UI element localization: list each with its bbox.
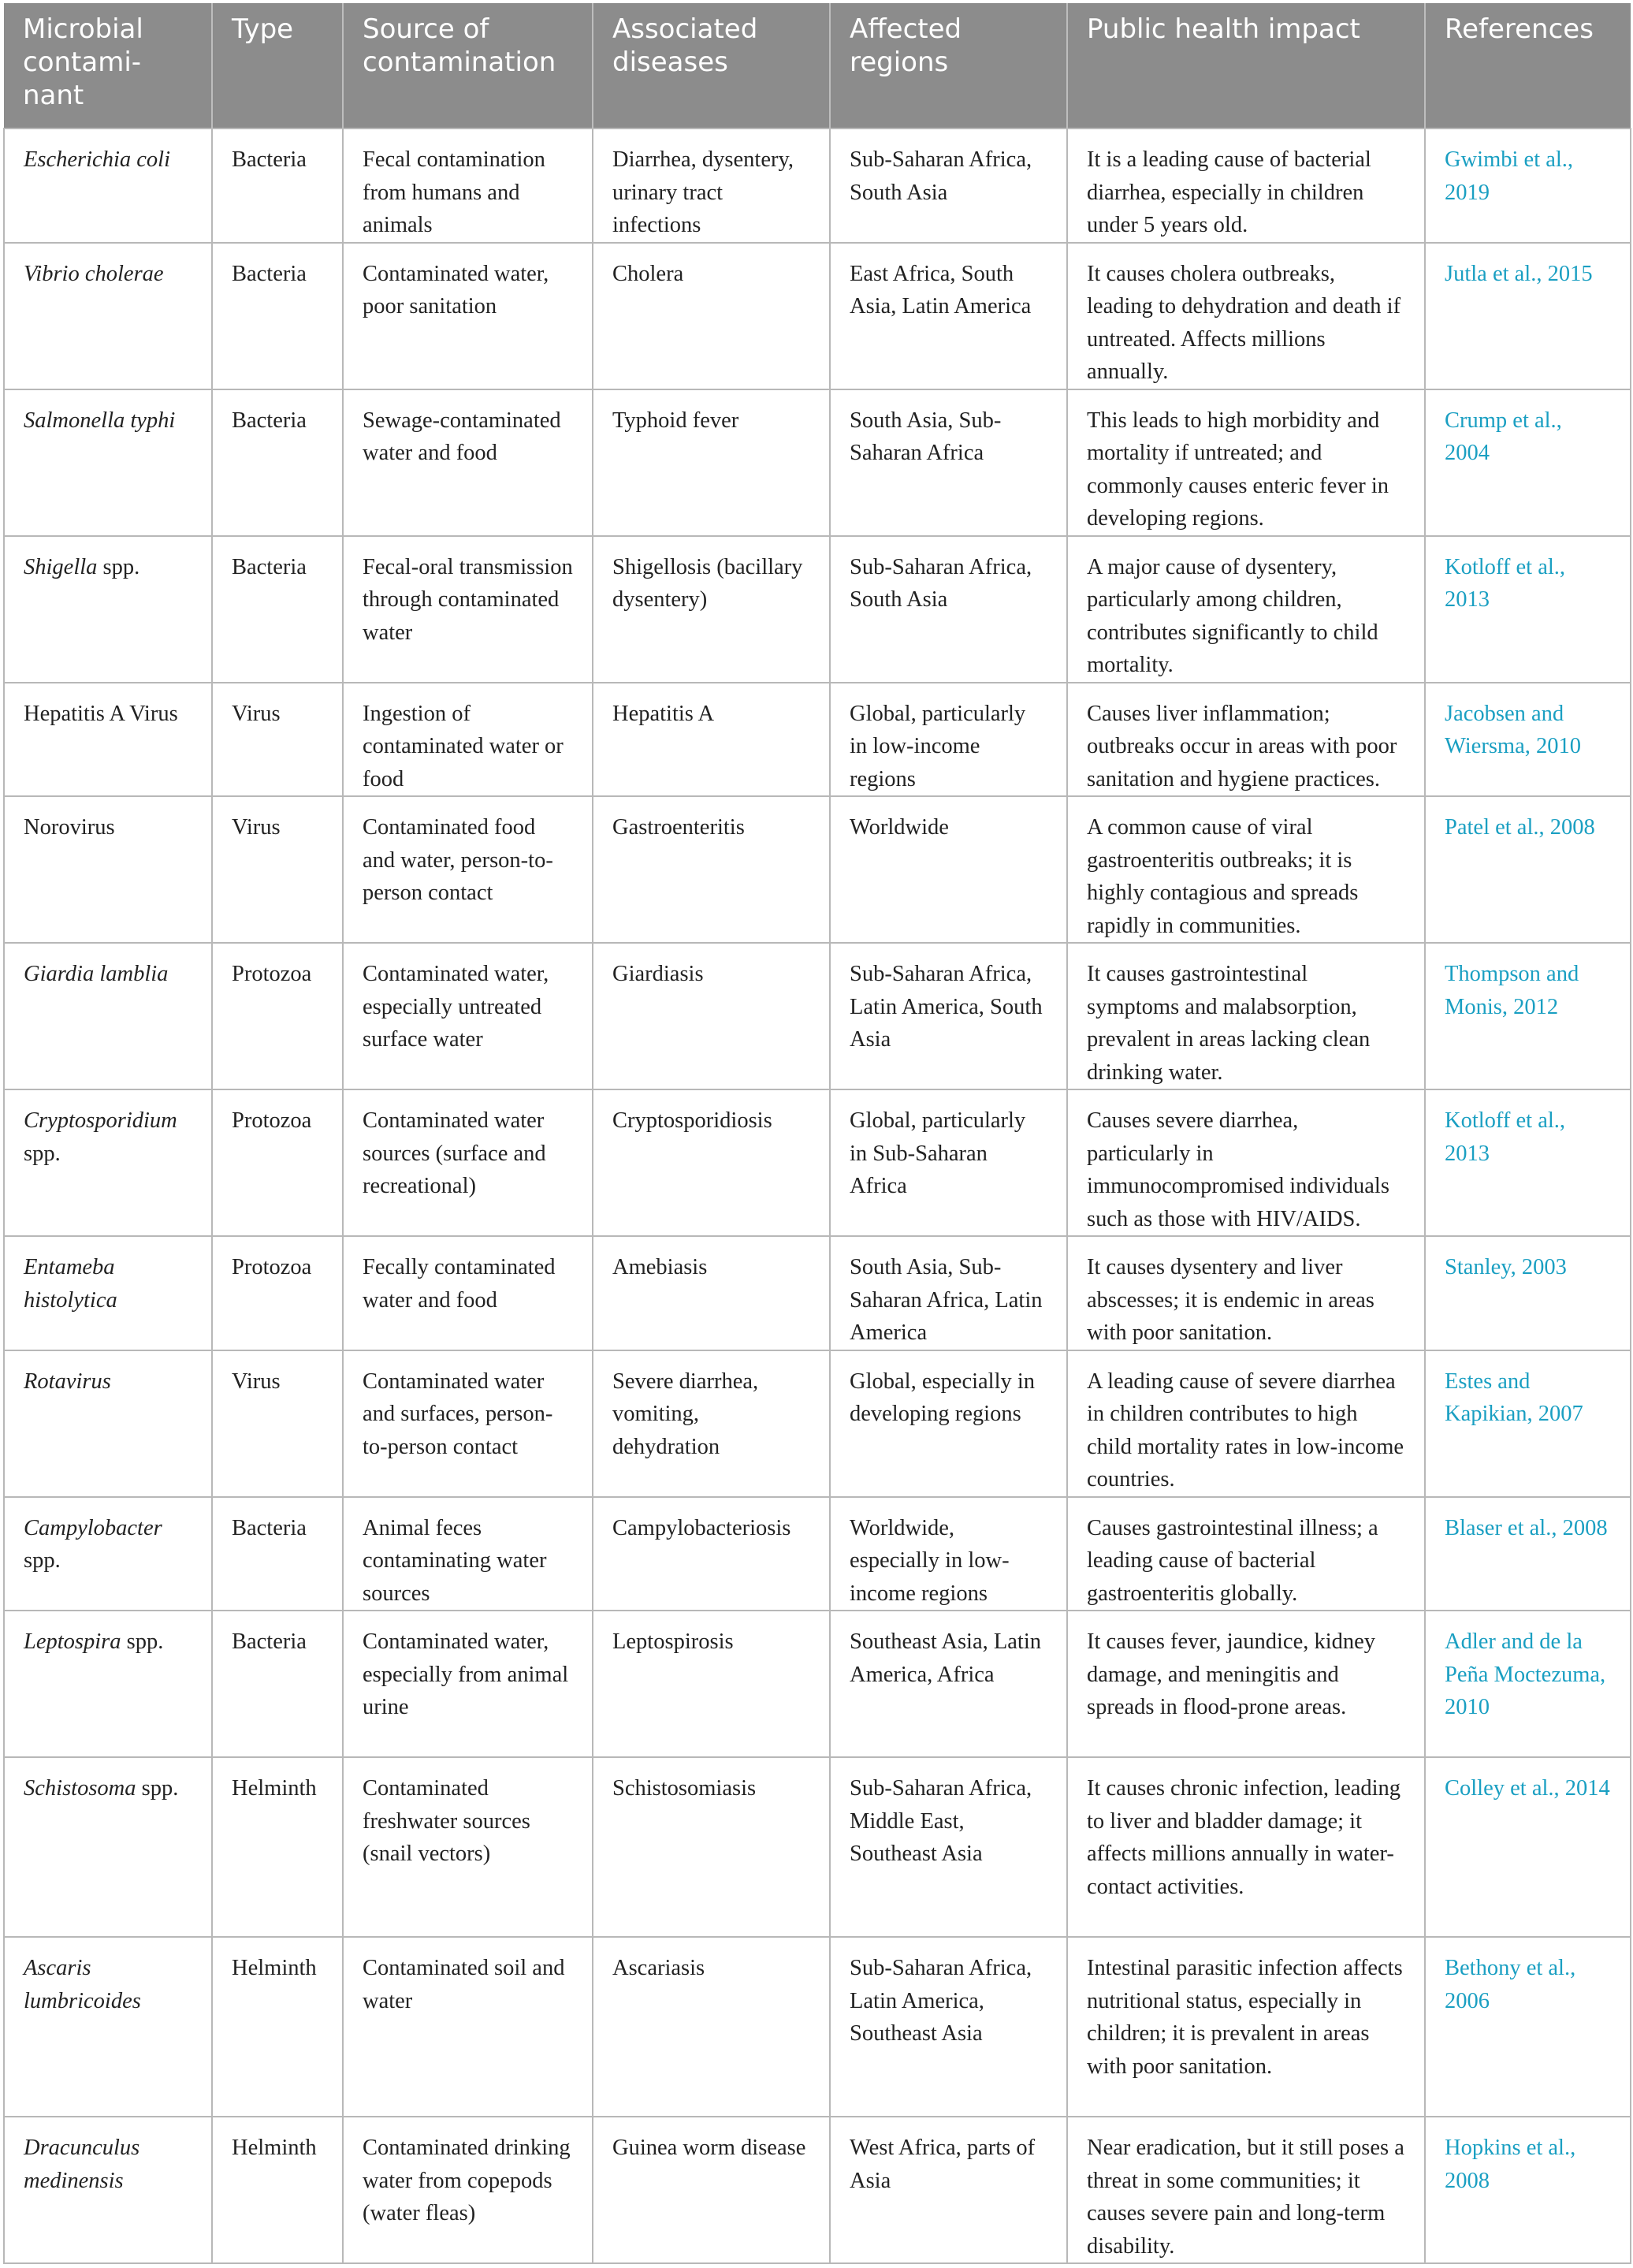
contaminant-name-italic: Vibrio cholerae — [24, 261, 164, 286]
cell-regions: Sub-Saharan Africa, South Asia — [830, 536, 1067, 683]
cell-impact: It is a leading cause of bacterial diarrhea, especially in children under 5 years old. — [1067, 128, 1425, 243]
cell-source: Fecal contamination from humans and animals — [343, 128, 593, 243]
table-row — [4, 1611, 1631, 1757]
cell-source: Fecal-oral transmission through contaminated water — [343, 536, 593, 683]
cell-diseases: Typhoid fever — [593, 389, 830, 536]
cell-source: Contaminated water, especially from animal urine — [343, 1611, 593, 1757]
cell-impact: It causes gastrointestinal symptoms and malabsorption, prevalent in areas lacking clean drinking water. — [1067, 943, 1425, 1089]
cell-source: Contaminated freshwater sources (snail vectors) — [343, 1757, 593, 1937]
cell-type: Protozoa — [212, 1236, 343, 1350]
cell-source: Contaminated drinking water from copepods (water fleas) — [343, 2117, 593, 2263]
header-row — [4, 3, 1631, 128]
cell-microbial-contaminant — [4, 1497, 212, 1611]
cell-impact: It causes cholera outbreaks, leading to dehydration and death if untreated. Affects millions annually. — [1067, 243, 1425, 389]
cell-microbial-contaminant — [4, 243, 212, 389]
table-row — [4, 1937, 1631, 2117]
table-row — [4, 683, 1631, 797]
cell-type: Protozoa — [212, 943, 343, 1089]
cell-source: Contaminated water sources (surface and recreational) — [343, 1089, 593, 1236]
cell-regions: Southeast Asia, Latin America, Africa — [830, 1611, 1067, 1757]
cell-diseases: Cryptosporidiosis — [593, 1089, 830, 1236]
cell-microbial-contaminant — [4, 1611, 212, 1757]
table-row — [4, 1089, 1631, 1236]
cell-diseases: Shigellosis (bacillary dysentery) — [593, 536, 830, 683]
cell-reference[interactable]: Gwimbi et al., 2019 — [1425, 128, 1631, 243]
contaminant-name-italic: Giardia lamblia — [24, 962, 169, 986]
contaminant-name-italic: Cryptosporidium — [24, 1108, 177, 1133]
table-row — [4, 389, 1631, 536]
cell-reference[interactable]: Stanley, 2003 — [1425, 1236, 1631, 1350]
cell-regions: Global, particularly in low-income regions — [830, 683, 1067, 797]
cell-regions: East Africa, South Asia, Latin America — [830, 243, 1067, 389]
cell-reference[interactable]: Patel et al., 2008 — [1425, 796, 1631, 943]
cell-reference[interactable]: Crump et al., 2004 — [1425, 389, 1631, 536]
cell-source: Fecally contaminated water and food — [343, 1236, 593, 1350]
cell-diseases: Severe diarrhea, vomiting, dehydration — [593, 1350, 830, 1497]
cell-impact: Causes liver inflammation; outbreaks occur in areas with poor sanitation and hygiene practices. — [1067, 683, 1425, 797]
contaminant-name-rest: spp. — [97, 554, 140, 579]
cell-regions: Worldwide, especially in low-income regions — [830, 1497, 1067, 1611]
cell-regions: Global, particularly in Sub-Saharan Africa — [830, 1089, 1067, 1236]
cell-microbial-contaminant — [4, 1757, 212, 1937]
cell-impact: Causes severe diarrhea, particularly in immunocompromised individuals such as those with HIV/AIDS. — [1067, 1089, 1425, 1236]
cell-type: Bacteria — [212, 243, 343, 389]
contaminant-name-rest: spp. — [136, 1776, 179, 1801]
cell-microbial-contaminant — [4, 1937, 212, 2117]
cell-type: Bacteria — [212, 1497, 343, 1611]
contaminant-name-rest: Hepatitis A Virus — [24, 701, 178, 726]
cell-source: Contaminated water and surfaces, person-to-person contact — [343, 1350, 593, 1497]
cell-regions: Sub-Saharan Africa, Latin America, South Asia — [830, 943, 1067, 1089]
header-regions: Affected regions — [830, 3, 1067, 128]
table-row — [4, 128, 1631, 243]
cell-type: Protozoa — [212, 1089, 343, 1236]
contaminant-name-rest: spp. — [24, 1141, 61, 1166]
cell-impact: It causes fever, jaundice, kidney damage, and meningitis and spreads in flood-prone areas. — [1067, 1611, 1425, 1757]
cell-impact: It causes dysentery and liver abscesses; it is endemic in areas with poor sanitation. — [1067, 1236, 1425, 1350]
cell-microbial-contaminant — [4, 1350, 212, 1497]
cell-regions: South Asia, Sub-Saharan Africa, Latin America — [830, 1236, 1067, 1350]
table-row — [4, 943, 1631, 1089]
cell-source: Contaminated soil and water — [343, 1937, 593, 2117]
cell-diseases: Leptospirosis — [593, 1611, 830, 1757]
cell-diseases: Diarrhea, dysentery, urinary tract infections — [593, 128, 830, 243]
cell-impact: A major cause of dysentery, particularly among children, contributes significantly to child mortality. — [1067, 536, 1425, 683]
header-impact: Public health impact — [1067, 3, 1425, 128]
cell-type: Bacteria — [212, 128, 343, 243]
cell-reference[interactable]: Kotloff et al., 2013 — [1425, 1089, 1631, 1236]
cell-reference[interactable]: Jutla et al., 2015 — [1425, 243, 1631, 389]
contaminant-name-italic: Dracunculus medinensis — [24, 2136, 140, 2193]
cell-impact: Causes gastrointestinal illness; a leading cause of bacterial gastroenteritis globally. — [1067, 1497, 1425, 1611]
cell-reference[interactable]: Bethony et al., 2006 — [1425, 1937, 1631, 2117]
cell-impact: Intestinal parasitic infection affects nutritional status, especially in children; it is prevalent in areas with poor sanitation. — [1067, 1937, 1425, 2117]
contaminant-name-italic: Rotavirus — [24, 1369, 111, 1394]
cell-type: Virus — [212, 796, 343, 943]
cell-reference[interactable]: Hopkins et al., 2008 — [1425, 2117, 1631, 2263]
header-references: References — [1425, 3, 1631, 128]
table-row — [4, 2117, 1631, 2263]
cell-regions: Sub-Saharan Africa, South Asia — [830, 128, 1067, 243]
cell-source: Sewage-contaminated water and food — [343, 389, 593, 536]
contaminant-name-italic: Entameba histolytica — [24, 1255, 117, 1313]
contaminant-name-italic: Salmonella typhi — [24, 408, 176, 433]
table-row — [4, 243, 1631, 389]
cell-type: Virus — [212, 683, 343, 797]
header-diseases: Associated diseases — [593, 3, 830, 128]
cell-regions: Worldwide — [830, 796, 1067, 943]
cell-microbial-contaminant — [4, 389, 212, 536]
cell-regions: South Asia, Sub-Saharan Africa — [830, 389, 1067, 536]
table-header — [4, 3, 1631, 128]
cell-diseases: Gastroenteritis — [593, 796, 830, 943]
cell-type: Virus — [212, 1350, 343, 1497]
cell-diseases: Ascariasis — [593, 1937, 830, 2117]
cell-microbial-contaminant — [4, 796, 212, 943]
cell-diseases: Guinea worm disease — [593, 2117, 830, 2263]
cell-type: Helminth — [212, 1757, 343, 1937]
contaminant-name-rest: spp. — [121, 1629, 164, 1654]
cell-diseases: Schistosomiasis — [593, 1757, 830, 1937]
cell-regions: Sub-Saharan Africa, Middle East, Southeast Asia — [830, 1757, 1067, 1937]
table-row — [4, 1350, 1631, 1497]
cell-diseases: Amebiasis — [593, 1236, 830, 1350]
cell-reference[interactable]: Jacobsen and Wiersma, 2010 — [1425, 683, 1631, 797]
cell-regions: Global, especially in developing regions — [830, 1350, 1067, 1497]
cell-reference[interactable]: Blaser et al., 2008 — [1425, 1497, 1631, 1611]
cell-diseases: Giardiasis — [593, 943, 830, 1089]
cell-type: Bacteria — [212, 1611, 343, 1757]
table-row — [4, 796, 1631, 943]
cell-impact: A leading cause of severe diarrhea in children contributes to high child mortality rates in low-income countries. — [1067, 1350, 1425, 1497]
contaminant-name-italic: Campylobacter — [24, 1515, 162, 1540]
cell-reference[interactable]: Kotloff et al., 2013 — [1425, 536, 1631, 683]
cell-diseases: Campylobacteriosis — [593, 1497, 830, 1611]
cell-microbial-contaminant — [4, 683, 212, 797]
cell-reference[interactable]: Colley et al., 2014 — [1425, 1757, 1631, 1937]
table-row — [4, 1236, 1631, 1350]
cell-microbial-contaminant — [4, 943, 212, 1089]
table-row — [4, 1757, 1631, 1937]
cell-type: Bacteria — [212, 389, 343, 536]
cell-reference[interactable]: Estes and Kapikian, 2007 — [1425, 1350, 1631, 1497]
header-microbial-contaminant: Microbial contami-nant — [4, 3, 212, 128]
cell-impact: Near eradication, but it still poses a threat in some communities; it causes severe pain and long-term disability. — [1067, 2117, 1425, 2263]
header-type: Type — [212, 3, 343, 128]
cell-type: Helminth — [212, 2117, 343, 2263]
cell-microbial-contaminant — [4, 536, 212, 683]
cell-source: Ingestion of contaminated water or food — [343, 683, 593, 797]
cell-source: Animal feces contaminating water sources — [343, 1497, 593, 1611]
cell-diseases: Cholera — [593, 243, 830, 389]
cell-reference[interactable]: Adler and de la Peña Moctezuma, 2010 — [1425, 1611, 1631, 1757]
contaminant-name-italic: Leptospira — [24, 1629, 121, 1654]
cell-microbial-contaminant — [4, 1236, 212, 1350]
cell-type: Bacteria — [212, 536, 343, 683]
cell-microbial-contaminant — [4, 2117, 212, 2263]
cell-diseases: Hepatitis A — [593, 683, 830, 797]
cell-regions: West Africa, parts of Asia — [830, 2117, 1067, 2263]
cell-impact: A common cause of viral gastroenteritis outbreaks; it is highly contagious and spreads rapidly in communities. — [1067, 796, 1425, 943]
cell-reference[interactable]: Thompson and Monis, 2012 — [1425, 943, 1631, 1089]
cell-type: Helminth — [212, 1937, 343, 2117]
header-source: Source of contamination — [343, 3, 593, 128]
cell-source: Contaminated food and water, person-to-person contact — [343, 796, 593, 943]
table-row — [4, 536, 1631, 683]
contaminant-name-italic: Shigella — [24, 554, 98, 579]
contaminant-name-italic: Ascaris lumbricoides — [24, 1956, 141, 2013]
contaminant-name-rest: Norovirus — [24, 815, 115, 840]
microbial-contaminants-table — [3, 3, 1631, 2264]
cell-regions: Sub-Saharan Africa, Latin America, Southeast Asia — [830, 1937, 1067, 2117]
cell-source: Contaminated water, poor sanitation — [343, 243, 593, 389]
contaminant-name-italic: Schistosoma — [24, 1776, 136, 1801]
table-row — [4, 1497, 1631, 1611]
cell-impact: It causes chronic infection, leading to liver and bladder damage; it affects millions annually in water-contact activities. — [1067, 1757, 1425, 1937]
cell-microbial-contaminant — [4, 1089, 212, 1236]
cell-source: Contaminated water, especially untreated surface water — [343, 943, 593, 1089]
table-body — [4, 128, 1631, 2263]
cell-microbial-contaminant — [4, 128, 212, 243]
contaminant-name-rest: spp. — [24, 1548, 61, 1573]
contaminant-name-italic: Escherichia coli — [24, 147, 170, 172]
cell-impact: This leads to high morbidity and mortality if untreated; and commonly causes enteric fever in developing regions. — [1067, 389, 1425, 536]
